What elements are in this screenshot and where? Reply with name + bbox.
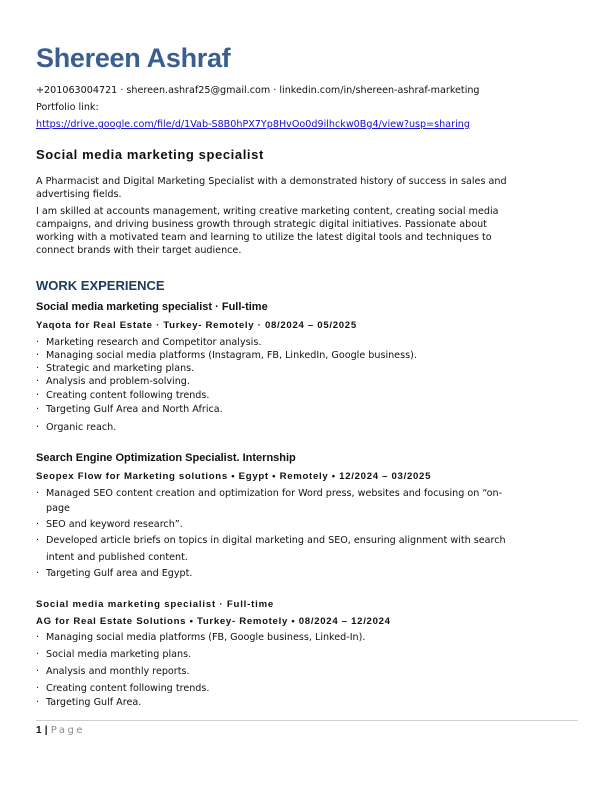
job-bullet: · SEO and keyword research”. [36, 518, 183, 531]
candidate-name: Shereen Ashraf [36, 43, 231, 73]
job-bullet: · Managing social media platforms (Instagram, FB, LinkedIn, Google business). [36, 349, 417, 362]
job-bullet-continuation: page [46, 503, 70, 514]
job-bullet: · Creating content following trends. [36, 389, 209, 402]
summary-line: working with a motivated team and learning to utilize the latest digital tools and techniques to [36, 232, 492, 243]
job-title: Social media marketing specialist · Full-time [36, 599, 275, 610]
summary-line: I am skilled at accounts management, writing creative marketing content, creating social media [36, 206, 499, 217]
contact-line: +201063004721 · shereen.ashraf25@gmail.com · linkedin.com/in/shereen-ashraf-marketing [36, 85, 480, 96]
job-title: Search Engine Optimization Specialist. Internship [36, 452, 296, 464]
job-bullet: · Strategic and marketing plans. [36, 362, 194, 375]
job-bullet-continuation: intent and published content. [46, 552, 188, 563]
footer-separator: | [44, 725, 48, 736]
job-bullet: · Managing social media platforms (FB, Google business, Linked-In). [36, 631, 365, 644]
job-bullet: · Managed SEO content creation and optimization for Word press, websites and focusing on “on- [36, 487, 502, 500]
page-footer [36, 725, 85, 736]
job-title: Social media marketing specialist · Full-time [36, 301, 268, 313]
job-bullet: · Analysis and problem-solving. [36, 375, 190, 388]
job-bullet: · Analysis and monthly reports. [36, 665, 190, 678]
job-bullet: · Organic reach. [36, 421, 116, 434]
section-work-experience: WORK EXPERIENCE [36, 278, 165, 293]
headline: Social media marketing specialist [36, 147, 264, 162]
summary-line: connect brands with their target audience. [36, 245, 242, 256]
summary-line: A Pharmacist and Digital Marketing Specialist with a demonstrated history of success in sales and [36, 176, 507, 187]
footer-divider [36, 720, 578, 721]
job-bullet: · Targeting Gulf area and Egypt. [36, 567, 192, 580]
job-company: Seopex Flow for Marketing solutions • Egypt • Remotely • 12/2024 – 03/2025 [36, 471, 432, 482]
job-bullet: · Social media marketing plans. [36, 648, 191, 661]
job-bullet: · Marketing research and Competitor analysis. [36, 336, 261, 349]
job-bullet: · Targeting Gulf Area and North Africa. [36, 403, 223, 416]
job-company: AG for Real Estate Solutions • Turkey- Remotely • 08/2024 – 12/2024 [36, 616, 391, 627]
page-label: Page [50, 725, 85, 736]
summary-line: advertising fields. [36, 189, 122, 200]
job-bullet: · Developed article briefs on topics in digital marketing and SEO, ensuring alignment with search [36, 534, 506, 547]
job-bullet: · Targeting Gulf Area. [36, 696, 141, 709]
summary-line: campaigns, and driving business growth through strategic digital initiatives. Passionate about [36, 219, 487, 230]
portfolio-label: Portfolio link: [36, 102, 99, 113]
page-number: 1 [36, 725, 42, 736]
portfolio-link[interactable]: https://drive.google.com/file/d/1Vab-S8B0hPX7Yp8HvOo0d9ilhckw0Bg4/view?usp=sharing [36, 119, 470, 130]
job-company: Yaqota for Real Estate · Turkey- Remotely · 08/2024 – 05/2025 [36, 320, 357, 331]
job-bullet: · Creating content following trends. [36, 682, 209, 695]
